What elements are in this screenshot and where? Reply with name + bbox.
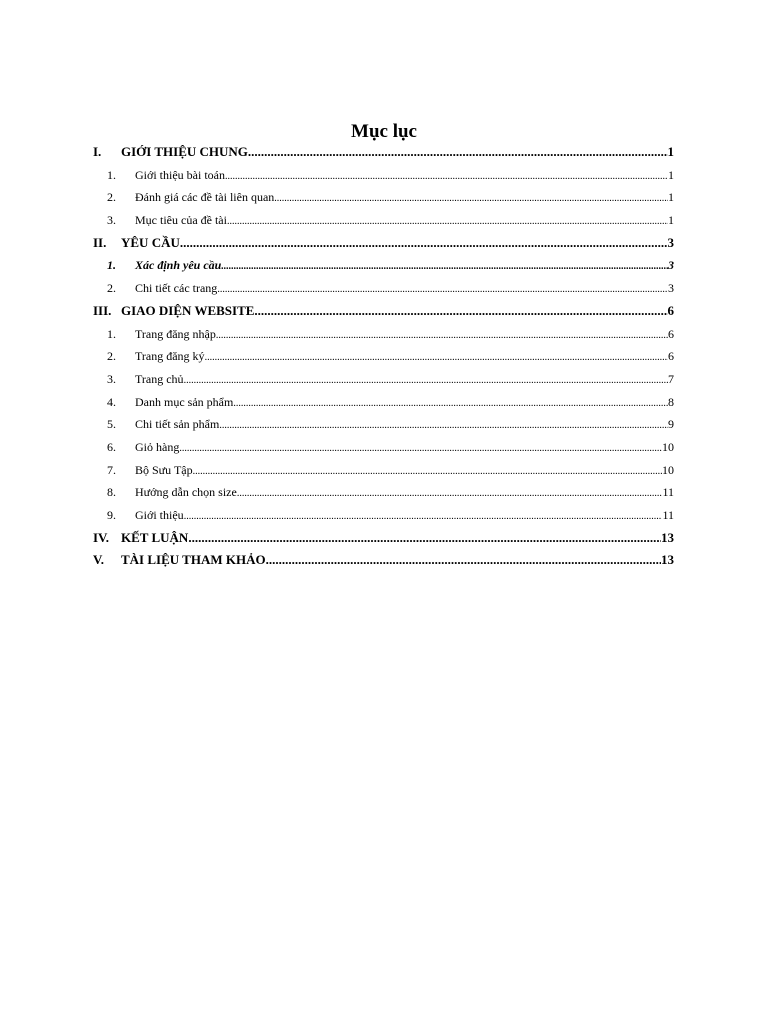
toc-entry-label: Bộ Sưu Tập — [135, 462, 193, 477]
toc-entry-number: 5. — [107, 417, 116, 432]
toc-section-entry[interactable] — [93, 232, 674, 255]
dot-leader — [254, 300, 667, 323]
toc-subsection-entry[interactable] — [93, 254, 674, 277]
toc-entry-page-number: 3 — [667, 234, 674, 250]
dot-leader — [233, 393, 668, 416]
toc-entry-label: YÊU CẦU — [121, 234, 180, 250]
toc-section-entry[interactable] — [93, 300, 674, 323]
toc-entry-label: Danh mục sản phẩm — [135, 394, 234, 409]
toc-subsection-entry[interactable] — [93, 436, 674, 459]
toc-entry-page-number: 11 — [662, 508, 674, 522]
toc-subsection-entry[interactable] — [93, 504, 674, 527]
dot-leader — [193, 461, 662, 484]
toc-subsection-entry[interactable] — [93, 323, 674, 346]
toc-entry-number: 6. — [107, 439, 116, 454]
toc-entry-page-number: 8 — [668, 394, 674, 409]
toc-subsection-entry[interactable] — [93, 391, 674, 414]
toc-entry-page-number: 9 — [668, 417, 674, 432]
toc-subsection-entry[interactable] — [93, 413, 674, 436]
toc-entry-number: IV. — [93, 529, 110, 545]
dot-leader — [248, 141, 668, 164]
toc-section-entry[interactable] — [93, 141, 674, 164]
toc-entry-label: Giới thiệu bài toán — [135, 167, 225, 182]
dot-leader — [221, 256, 668, 279]
toc-subsection-entry[interactable] — [93, 481, 674, 504]
toc-entry-number: 7. — [107, 462, 116, 477]
toc-entry-page-number: 6 — [668, 349, 674, 364]
dot-leader — [216, 325, 668, 348]
dot-leader — [180, 232, 668, 255]
dot-leader — [217, 279, 668, 302]
toc-entry-number: III. — [93, 302, 112, 318]
toc-subsection-entry[interactable] — [93, 368, 674, 391]
dot-leader — [219, 415, 668, 438]
toc-entry-label: Giỏ hàng — [135, 439, 180, 454]
toc-entry-number: 2. — [107, 281, 116, 296]
toc-entry-page-number: 10 — [662, 439, 674, 454]
toc-entry-page-number: 11 — [662, 485, 674, 500]
toc-entry-number: 1. — [107, 326, 116, 341]
toc-entry-number: 1. — [107, 167, 116, 182]
page-title: Mục lục — [351, 121, 417, 142]
toc-subsection-entry[interactable] — [93, 164, 674, 187]
toc-entry-label: KẾT LUẬN — [121, 529, 189, 545]
toc-subsection-entry[interactable] — [93, 209, 674, 232]
toc-entry-label: Chi tiết sản phẩm — [135, 417, 220, 432]
dot-leader — [205, 347, 668, 370]
toc-entry-page-number: 6 — [667, 302, 674, 318]
toc-entry-page-number: 10 — [662, 462, 674, 477]
toc-entry-page-number: 1 — [668, 167, 674, 182]
toc-entry-number: II. — [93, 234, 107, 250]
toc-entry-page-number: 13 — [661, 552, 674, 568]
dot-leader — [179, 438, 662, 461]
toc-entry-number: V. — [93, 552, 104, 568]
toc-section-entry[interactable] — [93, 549, 674, 572]
dot-leader — [225, 166, 668, 189]
toc-entry-number: I. — [93, 144, 102, 159]
toc-entry-page-number: 13 — [661, 529, 674, 545]
toc-entry-label: Chi tiết các trang — [135, 281, 218, 296]
toc-entry-label: GIAO DIỆN WEBSITE — [121, 302, 255, 318]
toc-entry-page-number: 1 — [668, 190, 674, 205]
toc-entry-number: 9. — [107, 508, 116, 522]
table-of-contents — [93, 141, 674, 572]
toc-entry-label: Trang chủ — [135, 371, 184, 386]
toc-entry-label: Đánh giá các đề tài liên quan — [135, 190, 275, 205]
toc-subsection-entry[interactable] — [93, 345, 674, 368]
toc-section-entry[interactable] — [93, 527, 674, 550]
toc-entry-label: Trang đăng ký — [135, 349, 205, 364]
dot-leader — [274, 188, 668, 211]
toc-entry-label: Hướng dẫn chọn size — [135, 485, 237, 500]
toc-entry-page-number: 1 — [668, 213, 674, 228]
toc-entry-label: Mục tiêu của đề tài — [135, 213, 227, 228]
toc-entry-number: 1. — [107, 258, 116, 273]
toc-entry-page-number: 6 — [668, 326, 674, 341]
toc-entry-number: 4. — [107, 394, 116, 409]
toc-entry-label: TÀI LIỆU THAM KHẢO — [121, 552, 266, 568]
toc-subsection-entry[interactable] — [93, 186, 674, 209]
toc-entry-page-number: 1 — [667, 144, 674, 159]
dot-leader — [227, 211, 668, 234]
toc-entry-number: 8. — [107, 485, 116, 500]
toc-entry-label: GIỚI THIỆU CHUNG — [121, 144, 248, 159]
toc-subsection-entry[interactable] — [93, 459, 674, 482]
toc-entry-page-number: 3 — [668, 258, 674, 273]
dot-leader — [237, 483, 663, 506]
toc-entry-number: 2. — [107, 349, 116, 364]
dot-leader — [266, 549, 661, 572]
toc-entry-number: 2. — [107, 190, 116, 205]
toc-entry-page-number: 7 — [668, 371, 674, 386]
toc-entry-label: Giới thiệu — [135, 508, 184, 522]
toc-entry-page-number: 3 — [668, 281, 674, 296]
dot-leader — [184, 506, 663, 529]
toc-entry-number: 3. — [107, 371, 116, 386]
toc-entry-label: Xác định yêu cầu — [135, 258, 222, 273]
toc-entry-label: Trang đăng nhập — [135, 326, 216, 341]
dot-leader — [188, 527, 661, 550]
dot-leader — [184, 370, 668, 393]
toc-subsection-entry[interactable] — [93, 277, 674, 300]
toc-entry-number: 3. — [107, 213, 116, 228]
